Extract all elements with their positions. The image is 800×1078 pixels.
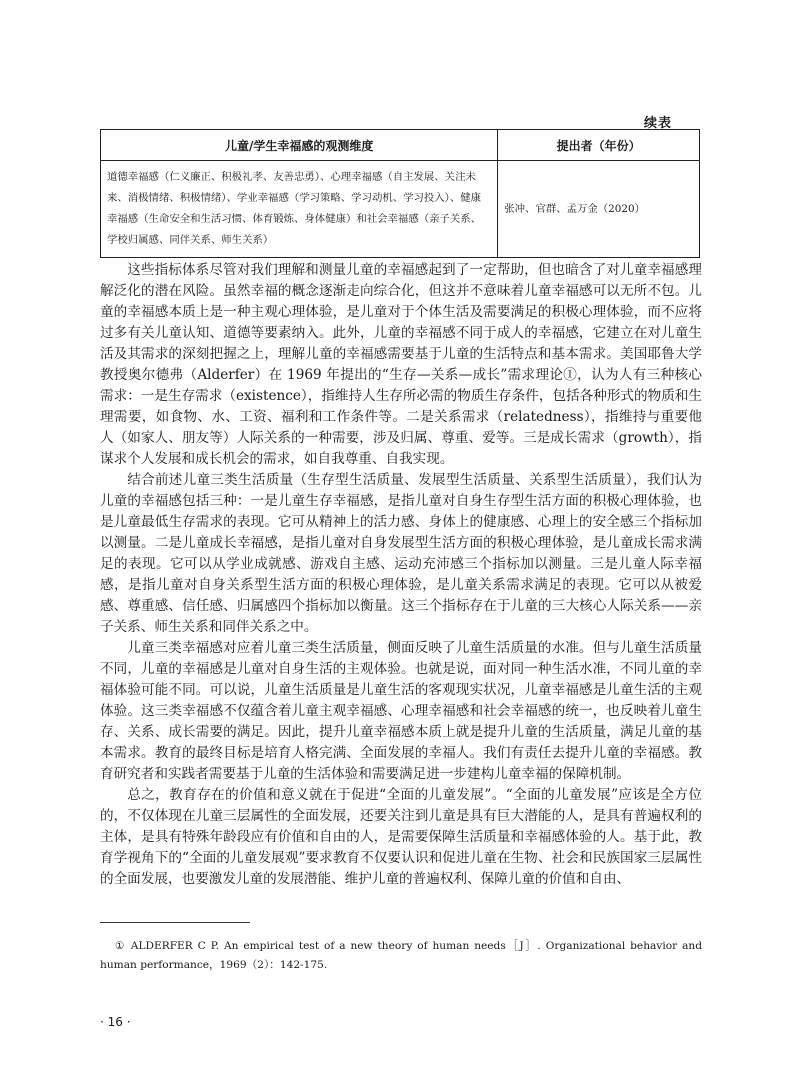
- cell-proposer: 张冲、官群、孟万金（2020）: [498, 161, 700, 258]
- table-row: [101, 161, 700, 258]
- paragraph: 儿童三类幸福感对应着儿童三类生活质量，侧面反映了儿童生活质量的水准。但与儿童生活质量不同，儿童的幸福感是儿童对自身生活的主观体验。也就是说，面对同一种生活水准，不同儿童的幸福体验可能不同。可以说，儿童生活质量是儿童生活的客观现实状况，儿童幸福感是儿童生活的主观体验。这三类幸福感不仅蕴含着儿童主观幸福感、心理幸福感和社会幸福感的统一，也反映着儿童生存、关系、成长需要的满足。因此，提升儿童幸福感本质上就是提升儿童的生活质量，满足儿童的基本需求。教育的最终目标是培育人格完满、全面发展的幸福人。我们有责任去提升儿童的幸福感。教育研究者和实践者需要基于儿童的生活体验和需要满足进一步建构儿童幸福的保障机制。: [100, 640, 702, 782]
- dimensions-table: [100, 129, 700, 258]
- body-text: [100, 260, 702, 890]
- table-header-row: [101, 130, 700, 161]
- header-proposer: 提出者（年份）: [498, 130, 700, 161]
- cell-dimensions: 道德幸福感（仁义廉正、积极礼孝、友善忠勇）、心理幸福感（自主发展、关注未来、消极情绪、积极情绪）、学业幸福感（学习策略、学习动机、学习投入）、健康幸福感（生命安全和生活习惯、体育锻炼、身体健康）和社会幸福感（亲子关系、学校归属感、同伴关系、师生关系）: [101, 161, 498, 258]
- header-dimensions: 儿童/学生幸福感的观测维度: [101, 130, 498, 161]
- paragraph: 结合前述儿童三类生活质量（生存型生活质量、发展型生活质量、关系型生活质量），我们认为儿童的幸福感包括三种：一是儿童生存幸福感，是指儿童对自身生存型生活方面的积极心理体验，也是儿童最低生存需求的表现。它可从精神上的活力感、身体上的健康感、心理上的安全感三个指标加以测量。二是儿童成长幸福感，是指儿童对自身发展型生活方面的积极心理体验，是儿童成长需求满足的表现。它可以从学业成就感、游戏自主感、运动充沛感三个指标加以测量。三是儿童人际幸福感，是指儿童对自身关系型生活方面的积极心理体验，是儿童关系需求满足的表现。它可以从被爱感、尊重感、信任感、归属感四个指标加以衡量。这三个指标存在于儿童的三大核心人际关系——亲子关系、师生关系和同伴关系之中。: [100, 472, 702, 635]
- paragraph: 这些指标体系尽管对我们理解和测量儿童的幸福感起到了一定帮助，但也暗含了对儿童幸福感理解泛化的潜在风险。虽然幸福的概念逐渐走向综合化，但这并不意味着儿童幸福感可以无所不包。儿童的幸福感本质上是一种主观心理体验，是儿童对于个体生活及需要满足的积极心理体验，而不应将过多有关儿童认知、道德等要素纳入。此外，儿童的幸福感不同于成人的幸福感，它建立在对儿童生活及其需求的深刻把握之上，理解儿童的幸福感需要基于儿童的生活特点和基本需求。美国耶鲁大学教授奥尔德弗（Alderfer）在 1969 年提出的“生存—关系—成长”需求理论①，认为人有三种核心需求：一是生存需求（existence），指维持人生存所必需的物质生存条件，包括各种形式的物质和生理需要，如食物、水、工资、福利和工作条件等。二是关系需求（relatedness），指维持与重要他人（如家人、朋友等）人际关系的一种需要，涉及归属、尊重、爱等。三是成长需求（growth），指谋求个人发展和成长机会的需求，如自我尊重、自我实现。: [100, 262, 702, 467]
- paragraph: 总之，教育存在的价值和意义就在于促进“全面的儿童发展”。“全面的儿童发展”应该是全方位的，不仅体现在儿童三层属性的全面发展，还要关注到儿童是具有巨大潜能的人，是具有普遍权利的主体，是具有特殊年龄段应有价值和自由的人，是需要保障生活质量和幸福感体验的人。基于此，教育学视角下的“全面的儿童发展观”要求教育不仅要认识和促进儿童在生物、社会和民族国家三层属性的全面发展，也要激发儿童的发展潜能、维护儿童的普遍权利、保障儿童的价值和自由、: [100, 787, 702, 887]
- footnote-divider: [100, 922, 250, 923]
- page-number: · 16 ·: [100, 1015, 131, 1029]
- continued-table-label: 续表: [644, 116, 673, 131]
- footnote: ① ALDERFER C P. An empirical test of a new theory of human needs［J］. Organizational behavior and human performance，1969（2）：142-175.: [100, 940, 702, 971]
